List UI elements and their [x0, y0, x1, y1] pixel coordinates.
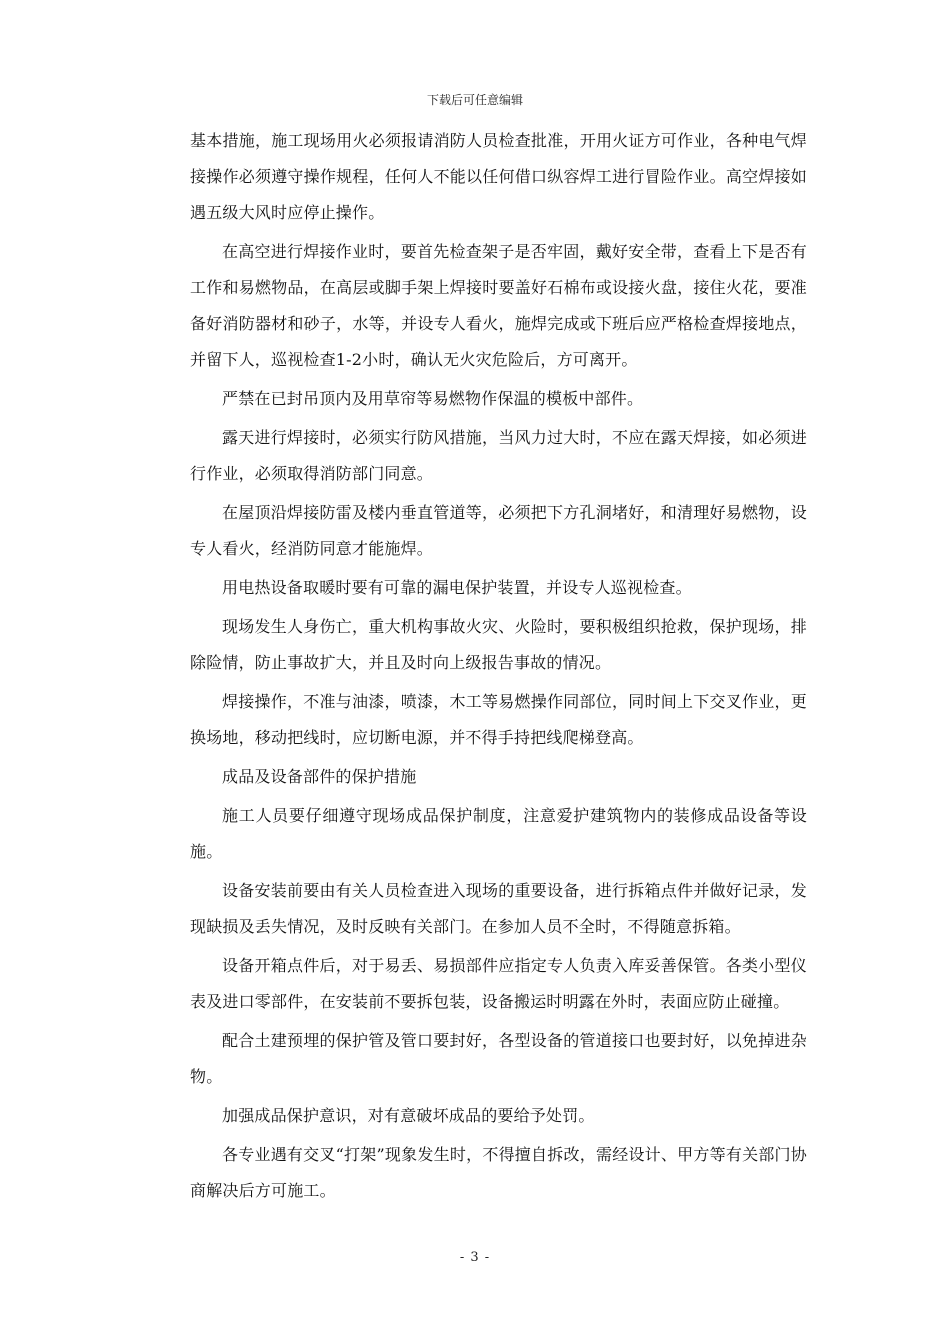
paragraph-13: 配合土建预埋的保护管及管口要封好，各型设备的管道接口也要封好，以免掉进杂物。	[190, 1031, 807, 1086]
section-heading: 成品及设备部件的保护措施	[222, 767, 417, 786]
document-body	[190, 123, 807, 1212]
paragraph-8: 焊接操作，不准与油漆，喷漆，木工等易燃操作同部位，同时间上下交叉作业，更换场地，移动把线时，应切断电源，并不得手持把线爬梯登高。	[190, 692, 807, 747]
paragraph-12: 设备开箱点件后，对于易丢、易损部件应指定专人负责入库妥善保管。各类小型仪表及进口零部件，在安装前不要拆包装，设备搬运时明露在外时，表面应防止碰撞。	[190, 956, 807, 1011]
paragraph-10: 施工人员要仔细遵守现场成品保护制度，注意爱护建筑物内的装修成品设备等设施。	[190, 806, 807, 861]
paragraph-6: 用电热设备取暖时要有可靠的漏电保护装置，并设专人巡视检查。	[222, 578, 692, 597]
page-header: 下载后可任意编辑	[426, 93, 523, 107]
paragraph-14: 加强成品保护意识，对有意破坏成品的要给予处罚。	[222, 1106, 595, 1125]
paragraph-2: 在高空进行焊接作业时，要首先检查架子是否牢固，戴好安全带，查看上下是否有工作和易燃物品，在高层或脚手架上焊接时要盖好石棉布或设接火盘，接住火花，要准备好消防器材和砂子，水等，并设专人看火，施焊完成或下班后应严格检查焊接地点，并留下人，巡视检查1-2小时，确认无火灾危险后，方可离开。	[190, 242, 807, 369]
paragraph-3: 严禁在已封吊顶内及用草帘等易燃物作保温的模板中部件。	[222, 389, 644, 408]
paragraph-15: 各专业遇有交叉“打架”现象发生时，不得擅自拆改，需经设计、甲方等有关部门协商解决后方可施工。	[190, 1145, 807, 1200]
paragraph-7: 现场发生人身伤亡，重大机构事故火灾、火险时，要积极组织抢救，保护现场，排除险情，防止事故扩大，并且及时向上级报告事故的情况。	[190, 617, 807, 672]
paragraph-1: 基本措施，施工现场用火必须报请消防人员检查批准，开用火证方可作业，各种电气焊接操作必须遵守操作规程，任何人不能以任何借口纵容焊工进行冒险作业。高空焊接如遇五级大风时应停止操作。	[190, 131, 807, 222]
paragraph-11: 设备安装前要由有关人员检查进入现场的重要设备，进行拆箱点件并做好记录，发现缺损及丢失情况，及时反映有关部门。在参加人员不全时，不得随意拆箱。	[190, 881, 807, 936]
paragraph-5: 在屋顶沿焊接防雷及楼内垂直管道等，必须把下方孔洞堵好，和清理好易燃物，设专人看火，经消防同意才能施焊。	[190, 503, 807, 558]
paragraph-4: 露天进行焊接时，必须实行防风措施，当风力过大时，不应在露天焊接，如必须进行作业，必须取得消防部门同意。	[190, 428, 807, 483]
page-number: - 3 -	[459, 1250, 491, 1265]
